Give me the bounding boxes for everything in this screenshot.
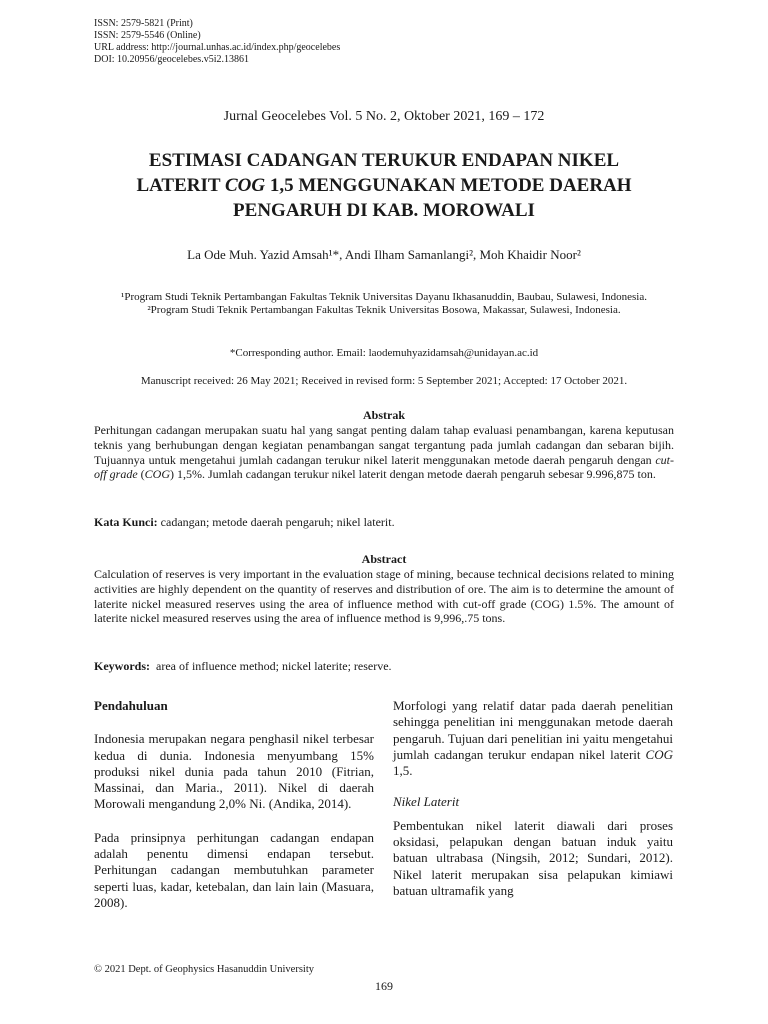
kata-kunci <box>94 515 674 530</box>
abstrak-italic-cutoff: cut-off grade <box>94 452 674 482</box>
journal-url[interactable]: URL address: http://journal.unhas.ac.id/index.php/geocelebes <box>94 42 341 53</box>
keywords-text: area of influence method; nickel laterite; reserve. <box>150 659 392 673</box>
doi[interactable]: DOI: 10.20956/geocelebes.v5i2.13861 <box>94 54 249 65</box>
kata-kunci-label: Kata Kunci: <box>94 515 158 529</box>
abstrak-body <box>94 423 674 482</box>
title-line-2-start: LATERIT <box>136 175 225 196</box>
kata-kunci-text: cadangan; metode daerah pengaruh; nikel laterit. <box>157 515 395 529</box>
pendahuluan-heading: Pendahuluan <box>94 698 168 713</box>
keywords <box>94 659 674 674</box>
abstract-heading: Abstract <box>361 552 407 566</box>
author-list: La Ode Muh. Yazid Amsah¹*, Andi Ilham Samanlangi², Moh Khaidir Noor² <box>187 247 581 262</box>
right-column <box>393 698 673 899</box>
abstrak-heading: Abstrak <box>362 408 405 422</box>
paragraph-2: Pada prinsipnya perhitungan cadangan endapan adalah penentu dimensi endapan tersebut. Perhitungan cadangan membutuhkan parameter seperti luas, kadar, ketebalan, dan lain lain (Masuara, 2008). <box>94 829 374 910</box>
affiliation-1: ¹Program Studi Teknik Pertambangan Fakultas Teknik Universitas Dayanu Ikhasanuddin, Baubau, Sulawesi, Indonesia. <box>121 291 647 303</box>
page-number: 169 <box>375 979 393 993</box>
abstrak-text-start: Perhitungan cadangan merupakan suatu hal yang sangat penting dalam tahap evaluasi penambangan, karena keputusan teknis yang berhubungan dengan kegiatan penambangan sangat tergantung pada jumlah cadangan dan sebaran bijih. Tujuannya untuk mengetahui jumlah cadangan terukur nikel laterit menggunakan metode daerah pengaruh dengan <box>94 423 674 467</box>
paragraph-3-text: Morfologi yang relatif datar pada daerah penelitian sehingga penelitian ini menggunakan metode daerah pengaruh. Tujuan dari penelitian ini yaitu mengetahui jumlah cadangan terukur endapan nikel laterit <box>393 698 673 762</box>
paragraph-3-cog: COG <box>645 746 673 762</box>
title-line-2-end: 1,5 MENGGUNAKAN METODE DAERAH <box>265 175 632 196</box>
issn-online: ISSN: 2579-5546 (Online) <box>94 30 201 41</box>
abstract-body: Calculation of reserves is very important in the evaluation stage of mining, because technical decisions related to mining activities are highly dependent on the quantity of reserves and distribution of ore. The aim is to determine the amount of laterite nickel measured reserves using the area of influence method with cut-off grade (COG) 1.5%. The amount of laterite nickel measured reserves using the area of influence method is 9,996,.75 tons. <box>94 567 674 626</box>
title-cog-italic: COG <box>224 175 266 196</box>
paragraph-3-end: 1,5. <box>393 763 413 779</box>
footer-copyright: © 2021 Dept. of Geophysics Hasanuddin University <box>94 964 314 975</box>
corresponding-author: *Corresponding author. Email: laodemuhyazidamsah@unidayan.ac.id <box>229 347 539 359</box>
paragraph-4: Pembentukan nikel laterit diawali dari proses oksidasi, pelapukan dengan batuan induk yaitu batuan ultrabasa (Ningsih, 2012; Sundari, 2012). Nikel laterit merupakan sisa pelapukan kimiawi batuan ultramafik yang <box>393 817 673 898</box>
affiliations <box>94 291 674 317</box>
title-line-1: ESTIMASI CADANGAN TERUKUR ENDAPAN NIKEL <box>148 150 620 171</box>
issn-print: ISSN: 2579-5821 (Print) <box>94 18 193 29</box>
abstrak-text-mid: ( <box>137 467 145 482</box>
paragraph-3 <box>393 698 673 779</box>
abstrak-italic-cog: COG <box>144 467 171 482</box>
paragraph-1: Indonesia merupakan negara penghasil nikel terbesar kedua di dunia. Indonesia menyumbang 15% produksi nikel dunia pada tahun 2010 (Fitrian, Massinai, dan Maria., 2011). Nikel di daerah Morowali mengandung 2,0% Ni. (Andika, 2014). <box>94 731 374 812</box>
title-line-3: PENGARUH DI KAB. MOROWALI <box>233 200 535 221</box>
left-column <box>94 698 374 911</box>
manuscript-dates: Manuscript received: 26 May 2021; Received in revised form: 5 September 2021; Accepted: 17 October 2021. <box>140 375 628 387</box>
nikel-laterit-heading: Nikel Laterit <box>393 794 460 810</box>
keywords-label: Keywords: <box>94 659 150 673</box>
abstrak-text-end: ) 1,5%. Jumlah cadangan terukur nikel laterit dengan metode daerah pengaruh sebesar 9.996,875 ton. <box>170 467 656 482</box>
affiliation-2: ²Program Studi Teknik Pertambangan Fakultas Teknik Universitas Bosowa, Makassar, Sulawesi, Indonesia. <box>147 304 621 316</box>
paper-title <box>90 148 678 223</box>
journal-meta-header <box>94 18 340 66</box>
journal-citation-line: Jurnal Geocelebes Vol. 5 No. 2, Oktober 2021, 169 – 172 <box>223 109 545 124</box>
